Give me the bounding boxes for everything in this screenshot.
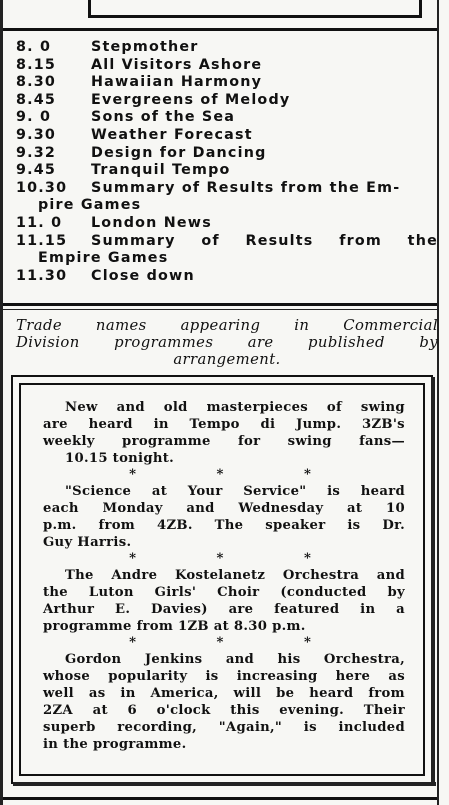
asterisk-separator: * * * bbox=[129, 635, 349, 650]
note-line: the Luton Girls' Choir (conducted by bbox=[43, 585, 405, 600]
programme-notes bbox=[43, 399, 405, 753]
schedule-time: 11.30 bbox=[16, 267, 68, 284]
note-line: p.m. from 4ZB. The speaker is Dr. bbox=[43, 518, 405, 533]
schedule-row bbox=[16, 127, 438, 145]
schedule-title-continued: Empire Games bbox=[38, 250, 169, 267]
schedule-row bbox=[16, 74, 438, 92]
schedule-time: 9.32 bbox=[16, 144, 57, 161]
left-column-rule bbox=[0, 0, 3, 805]
schedule-title-continued: pire Games bbox=[38, 197, 142, 214]
note-line: weekly programme for swing fans— bbox=[43, 434, 405, 449]
note-line: programme from 1ZB at 8.30 p.m. bbox=[43, 619, 306, 634]
schedule-title: Sons of the Sea bbox=[91, 109, 236, 126]
schedule-row bbox=[16, 180, 438, 198]
schedule-time: 8. 0 bbox=[16, 39, 52, 55]
asterisk-separator: * * * bbox=[129, 467, 349, 482]
note-line: Gordon Jenkins and his Orchestra, bbox=[65, 652, 405, 667]
note-line: whose popularity is increasing here as bbox=[43, 669, 405, 684]
note-line: Guy Harris. bbox=[43, 535, 132, 550]
trade-note-line: arrangement. bbox=[173, 351, 281, 368]
schedule-row bbox=[16, 92, 438, 110]
note-line: are heard in Tempo di Jump. 3ZB's bbox=[43, 417, 405, 432]
note-line: superb recording, "Again," is included bbox=[43, 720, 405, 735]
schedule-row bbox=[16, 39, 438, 57]
schedule-title: All Visitors Ashore bbox=[91, 56, 263, 73]
note-line: "Science at Your Service" is heard bbox=[65, 484, 405, 499]
note-line: Arthur E. Davies) are featured in a bbox=[43, 602, 405, 617]
top-divider bbox=[3, 28, 437, 31]
schedule-title: Hawaiian Harmony bbox=[91, 74, 263, 91]
schedule-row bbox=[16, 145, 438, 163]
schedule-title: Evergreens of Melody bbox=[91, 91, 291, 108]
asterisk-separator: * * * bbox=[129, 551, 349, 566]
schedule-time: 8.30 bbox=[16, 74, 57, 91]
schedule-row bbox=[16, 268, 438, 286]
schedule-title: London News bbox=[91, 214, 212, 231]
schedule-title: Weather Forecast bbox=[91, 126, 253, 143]
schedule-title: Summary of Results from the Em- bbox=[91, 179, 401, 196]
notes-box-shadow-bottom bbox=[13, 782, 436, 786]
trade-note-line: Trade names appearing in Commercial bbox=[16, 317, 438, 334]
note-line: well as in America, will be heard from bbox=[43, 686, 405, 701]
schedule-row bbox=[16, 162, 438, 180]
note-line: 10.15 tonight. bbox=[65, 451, 175, 466]
schedule-time: 8.15 bbox=[16, 56, 57, 73]
schedule-divider-thin bbox=[3, 309, 437, 310]
schedule-time: 9.30 bbox=[16, 126, 57, 143]
note-line: in the programme. bbox=[43, 737, 187, 752]
programme-schedule bbox=[16, 39, 438, 285]
schedule-time: 9. 0 bbox=[16, 109, 52, 126]
schedule-time: 11. 0 bbox=[16, 214, 63, 231]
note-line: The Andre Kostelanetz Orchestra and bbox=[65, 568, 405, 583]
notes-box-shadow-right bbox=[431, 377, 435, 786]
previous-box-bottom bbox=[88, 0, 422, 18]
schedule-title: Design for Dancing bbox=[91, 144, 267, 161]
schedule-time: 11.15 bbox=[16, 232, 68, 249]
schedule-title: Tranquil Tempo bbox=[91, 162, 231, 179]
schedule-time: 9.45 bbox=[16, 162, 57, 179]
schedule-row bbox=[16, 109, 438, 127]
note-line: each Monday and Wednesday at 10 bbox=[43, 501, 405, 516]
schedule-row bbox=[16, 215, 438, 233]
schedule-title: Summary of Results from the bbox=[91, 232, 438, 249]
schedule-time: 10.30 bbox=[16, 179, 68, 196]
schedule-row bbox=[16, 233, 438, 251]
schedule-time: 8.45 bbox=[16, 91, 57, 108]
schedule-row bbox=[16, 57, 438, 75]
trade-note-line: Division programmes are published by bbox=[16, 334, 438, 351]
trade-names-note bbox=[16, 317, 438, 368]
bottom-divider bbox=[3, 797, 437, 800]
schedule-divider bbox=[3, 303, 437, 306]
schedule-title: Stepmother bbox=[91, 39, 199, 55]
schedule-title: Close down bbox=[91, 267, 195, 284]
note-line: New and old masterpieces of swing bbox=[65, 400, 405, 415]
note-line: 2ZA at 6 o'clock this evening. Their bbox=[43, 703, 405, 718]
